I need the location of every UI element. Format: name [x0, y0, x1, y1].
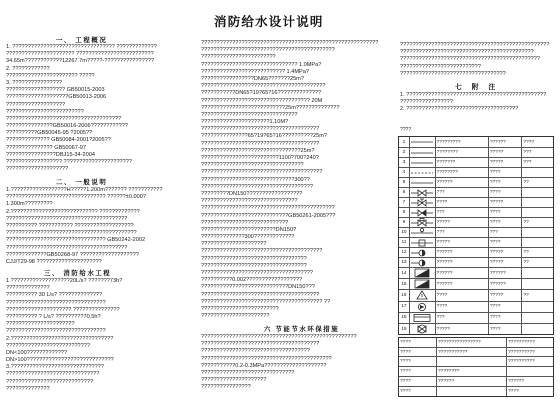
text-line: ???????????DN65?19?65?16??????????????	[201, 90, 322, 97]
legend-name: ???	[435, 188, 488, 197]
title-block-cell: ???????????	[437, 348, 507, 358]
legend-remark: ??	[521, 178, 553, 187]
text-line: ????????????????????????????GB50261-2005???	[201, 212, 336, 219]
text-line: ???????????????????????????????????????????	[400, 49, 534, 56]
text-line: ?????????? ? L/s? ?????????70.5h?	[6, 313, 101, 320]
text-line: ??????????????????????????????????????	[201, 291, 320, 298]
text-line: ??????????????????????????????????	[400, 70, 506, 77]
text-line: ?????????? 30 L/s? ??????????????	[6, 292, 103, 299]
text-line: ??????????????? GB50067-97	[6, 144, 86, 151]
pipe-line-icon	[409, 178, 435, 187]
text-line: 1.??????????????????H?????1.200m??????? ???????????	[6, 187, 163, 193]
legend-label: ????	[400, 127, 412, 133]
text-line: ?????????????????????? ?????????????????????????	[6, 51, 154, 58]
legend-spec: ?????	[488, 290, 522, 300]
legend-number: 5	[402, 180, 406, 185]
text-line: ????????????????????????????????25m?	[201, 147, 315, 154]
legend-name: ???	[435, 228, 488, 237]
legend-name: ????	[435, 198, 488, 207]
text-line: ??????????????????????????????? 1.0MPa?	[201, 61, 322, 68]
legend-spec: ?????	[488, 148, 522, 157]
legend-name: ????????	[435, 168, 488, 177]
text-line: ????????????????	[201, 384, 251, 391]
legend-name: ??????	[435, 178, 488, 187]
text-line: ???????????0.2-0.3MPa????????????????????	[201, 362, 327, 369]
section-heading-fire-water-supply: 三、 消防给水工程	[44, 270, 112, 277]
legend-number: 6	[402, 190, 406, 195]
text-line: ????????????????????????????	[6, 378, 94, 385]
pipe-line-icon	[409, 137, 435, 147]
legend-spec: ????	[488, 313, 522, 323]
fire-water-supply-text	[6, 278, 196, 393]
legend-name: ??????	[435, 248, 488, 257]
text-line: 2.?????????????????????????????????	[6, 335, 114, 342]
title-block-cell: ????	[399, 357, 437, 367]
text-line: ?????????????????????????1100?700?240?	[201, 155, 319, 161]
legend-name: ?????????	[435, 137, 488, 147]
legend-row	[399, 278, 553, 289]
text-line: ????????????????????????	[201, 54, 276, 61]
legend-row	[399, 207, 553, 217]
text-line: ?????????????????DN65???????25m?	[201, 75, 304, 82]
text-line: ???????????????????????????????	[201, 111, 298, 118]
legend-spec: ????	[488, 218, 522, 227]
legend-row	[399, 257, 553, 267]
legend-spec: ????	[488, 208, 522, 217]
legend-remark	[521, 313, 553, 323]
pipe-line-icon	[409, 148, 435, 157]
title-block-cell: ??????	[507, 377, 553, 387]
text-line: ????????????????????????????DN150???	[201, 284, 315, 291]
legend-remark	[521, 268, 553, 278]
legend-name: ??????	[435, 268, 488, 278]
dashed-pipe-icon	[409, 168, 435, 177]
text-line: ???????????????????????????????????	[201, 348, 310, 355]
text-line: ???????????????????????????????? GB50242-2002	[6, 237, 146, 244]
text-line: ??????????????????????????????	[6, 371, 100, 378]
legend-remark: ??	[521, 218, 553, 227]
text-line: 2. ????????????	[6, 65, 50, 72]
legend-name: ??????	[435, 279, 488, 289]
text-line: ???????????????????????????????????????	[201, 169, 323, 176]
signal-valve-icon	[409, 218, 435, 227]
section-heading-energy-water-saving: 六 节能节水环保措施	[264, 326, 340, 333]
text-line: ?????????????????????????????????????	[6, 115, 122, 122]
legend-spec: ???	[488, 228, 522, 237]
right-intro-text	[400, 42, 555, 78]
title-block-cell: ??????????	[507, 348, 553, 358]
legend-remark	[521, 228, 553, 237]
legend-number: 3	[402, 160, 406, 165]
title-block-cell	[437, 387, 507, 397]
legend-row	[399, 157, 553, 167]
legend-spec: ?????	[488, 198, 522, 207]
text-line: ??????????????????????????????????	[201, 262, 307, 269]
text-line: 1.300m?????????	[6, 201, 53, 208]
legend-number: 19	[401, 326, 407, 332]
legend-row	[399, 312, 553, 323]
legend-number: 12	[401, 250, 407, 255]
legend-name: ????	[435, 302, 488, 312]
legend-row	[399, 177, 553, 187]
gate-valve-icon	[409, 188, 435, 197]
legend-name: ???	[435, 313, 488, 323]
text-line: ??????????????????????????????????????????????????	[201, 334, 357, 340]
title-block-cell: ????	[508, 388, 519, 394]
legend-remark	[521, 168, 553, 177]
legend-number: 7	[402, 200, 406, 205]
text-line: ??????????????????????????????300??	[201, 176, 310, 183]
text-line: ??????????????????? GB50015-2003	[6, 87, 105, 94]
legend-remark	[521, 279, 553, 289]
text-line: ????????????????????	[6, 166, 69, 173]
text-line: 2. ????????????????????????????????????	[400, 106, 519, 113]
sprinkler-icon	[409, 248, 435, 257]
legend-number: 14	[401, 270, 407, 276]
legend-table	[398, 136, 554, 335]
legend-remark: ???	[521, 148, 553, 157]
text-line: ???????????????????????????25m??????????????	[201, 104, 340, 111]
butterfly-valve-icon	[409, 198, 435, 207]
title-block-cell	[437, 357, 507, 367]
legend-name: ????????	[435, 148, 488, 157]
legend-name: ????	[435, 290, 488, 300]
pressure-gauge-icon	[409, 228, 435, 237]
text-line: ??????????????????????????????	[201, 369, 295, 376]
text-line: ?????????????????????	[201, 377, 267, 384]
legend-number: 11	[401, 240, 407, 245]
text-line: 3.??????????????????????????????	[6, 364, 104, 371]
legend-row	[399, 147, 553, 157]
text-line: ??????????????????????????????????????????	[6, 230, 137, 237]
text-line: ??????????????????????	[201, 313, 270, 320]
legend-number: 18	[401, 315, 407, 321]
legend-remark: ???	[521, 158, 553, 167]
sprinkler-icon	[409, 258, 435, 267]
text-line: ?????????????? GB50084-2001?2005??	[6, 137, 111, 144]
legend-remark	[521, 198, 553, 207]
text-line: ????????????????????????????????????	[201, 270, 313, 276]
legend-row	[399, 137, 553, 147]
legend-spec: ????	[488, 178, 522, 187]
page-title: 消防给水设计说明	[214, 15, 324, 29]
text-line: ??????????????????????? ?????	[6, 72, 95, 79]
legend-spec: ?????	[488, 258, 522, 267]
text-line: ????????????????????????????????	[6, 328, 106, 335]
text-line: ??????????????????????????????????????	[201, 140, 320, 147]
legend-remark: ??	[521, 258, 553, 267]
notes-text	[400, 92, 555, 114]
legend-number: 13	[401, 260, 407, 265]
legend-row	[399, 247, 553, 257]
text-line: ??????????????300?????????????	[201, 234, 295, 241]
text-line: ??????????????	[6, 385, 50, 392]
extinguisher-icon	[409, 290, 435, 300]
text-line: ??????????0.002??????????????????	[201, 277, 303, 284]
legend-remark	[521, 238, 553, 247]
legend-spec: ????	[488, 238, 522, 247]
text-line: ????????????????DBJ15-34-2004	[6, 151, 95, 158]
text-line: ??????????????????????1.10M?	[201, 119, 289, 126]
legend-number: 8	[402, 210, 406, 215]
title-block-cell: ????	[399, 338, 437, 348]
text-line: ???????????????????????????????? ??????±0.000?	[6, 194, 146, 201]
title-block-cell: ??????????	[507, 338, 553, 348]
legend-remark	[521, 208, 553, 217]
text-line: ???????????????????????????????????????	[6, 215, 128, 222]
text-line: 2.???????????????????????????? ?????????????	[6, 208, 140, 215]
legend-row	[399, 267, 553, 278]
text-line: ?????????????????????????	[201, 305, 279, 312]
legend-spec: ?????	[488, 158, 522, 167]
legend-row	[399, 167, 553, 177]
text-line: ????????????????????????????????????	[201, 183, 313, 190]
pipe-line-icon	[409, 158, 435, 167]
text-line: ??????????????????????????????????????	[201, 126, 320, 133]
legend-remark: ??	[521, 248, 553, 257]
legend-row	[399, 197, 553, 207]
text-line: ???????????????GB50016-2006????????????	[6, 123, 128, 130]
text-line: ????????????????????????DN150?	[201, 226, 297, 233]
legend-name: ?????	[435, 324, 488, 334]
text-line: ??????????????????????????????????????? ??	[201, 298, 331, 305]
legend-spec: ??????	[488, 279, 522, 289]
title-block-cell: ????	[399, 387, 437, 397]
general-notes-text	[6, 187, 196, 266]
text-line: ??????????????????????????????????? 20M	[201, 97, 323, 104]
text-line: ???????????????????	[6, 101, 66, 108]
title-block-cell: ????	[399, 367, 437, 377]
legend-remark	[521, 188, 553, 197]
legend-row	[399, 301, 553, 312]
hydrant-icon	[409, 268, 435, 278]
text-line: ?????????? ??????????? ???????????????????	[6, 222, 134, 229]
flow-switch-icon	[409, 238, 435, 247]
legend-number: 15	[401, 281, 407, 287]
text-line: ?????????????????????????????????????????????????????????	[201, 40, 379, 46]
text-line: ?????????????????????	[201, 241, 267, 248]
title-block-cell: ????	[399, 377, 437, 387]
text-line: 34.65m????????????12267.7m?????-????????????????	[6, 58, 155, 65]
legend-name: ?????	[435, 218, 488, 227]
text-line: ??????????????????????????	[400, 63, 481, 70]
project-overview-text	[6, 44, 196, 173]
check-valve-icon	[409, 208, 435, 217]
hydrant-icon	[409, 279, 435, 289]
section-heading-notes: 七 附 注	[455, 84, 500, 91]
legend-row	[399, 323, 553, 334]
text-line: ?????????????????????????????????	[201, 162, 304, 169]
text-line: ?????????????????????????	[6, 108, 84, 115]
text-line: ???????????????????????????????????????????	[201, 205, 335, 212]
legend-name: ???????	[435, 158, 488, 167]
legend-number: 4	[402, 170, 406, 175]
text-line: ???????????????????????????????	[201, 198, 298, 205]
legend-remark	[521, 302, 553, 312]
legend-spec: ????	[488, 168, 522, 177]
text-line: 1. ????????????????????????????????? ?????????????	[6, 44, 157, 50]
title-block	[398, 337, 554, 397]
title-block-cell: ??????????	[507, 357, 553, 367]
legend-row	[399, 237, 553, 247]
legend-remark: ????	[521, 137, 553, 147]
title-block-cell: ????	[399, 348, 437, 358]
text-line: ????????????????????????????????????????	[201, 83, 326, 90]
legend-spec: ??????	[488, 137, 522, 147]
text-line: ???????????????????????????????????????	[6, 244, 128, 251]
legend-spec: ????	[488, 324, 522, 334]
title-block-cell: ????????????????	[437, 338, 507, 348]
title-block-cell: ????????	[437, 367, 507, 377]
text-line: ????????????????????? ???????????????	[6, 306, 120, 313]
system-description-text	[201, 40, 393, 320]
text-line: ??????????GB50045-95 ?2005??	[6, 130, 93, 137]
text-line: 1.???????????????????20L/s? ???????73h?	[6, 278, 123, 284]
text-line: ???????????????65?19?65?16??????????25m?	[201, 133, 327, 140]
text-line: 1. ?????????????????????????????????????????????	[400, 92, 547, 98]
text-line: ???????????????????????????????????????	[201, 248, 323, 255]
legend-row	[399, 289, 553, 300]
water-tank-icon	[409, 313, 435, 323]
text-line: ?????????????????????????????????????????????	[400, 56, 540, 63]
legend-spec: ??????	[488, 268, 522, 278]
legend-spec: ????	[488, 188, 522, 197]
legend-spec: ????	[488, 302, 522, 312]
title-block-cell: ??????	[437, 377, 507, 387]
text-line: ?????????DN150??????????????????	[201, 190, 303, 197]
legend-row	[399, 227, 553, 237]
text-line: DN>100????????????????????????????	[6, 357, 114, 364]
legend-name: ??????	[435, 258, 488, 267]
legend-name: ?????	[435, 238, 488, 247]
legend-number: 17	[401, 304, 407, 310]
text-line: DN<100?????????????	[6, 349, 68, 356]
legend-spec: ?????	[488, 248, 522, 257]
legend-number: 9	[402, 220, 406, 225]
text-line: 3. ????????????????	[6, 79, 62, 86]
title-block-cell	[507, 367, 553, 377]
text-line: ????????????????????????????	[201, 219, 289, 226]
text-line: ??????????????????????????????????	[201, 255, 307, 262]
section-heading-project-overview: 一、 工程概况	[56, 37, 108, 44]
text-line: ???????????????????????????	[6, 342, 90, 349]
text-line: ??????????????????????????????????????	[201, 341, 320, 348]
energy-water-saving-text	[201, 334, 393, 392]
text-line: ??????????????????????????????????????????	[201, 355, 332, 362]
text-line: ?????????????????	[400, 99, 453, 106]
legend-row	[399, 187, 553, 197]
text-line: ?????????????GB50268-97 ???????????????????	[6, 251, 139, 258]
text-line: ??????????????????????????? 1.4MPa?	[201, 68, 309, 75]
text-line: ????????????????????????????????????????????????	[400, 42, 550, 48]
pump-icon	[409, 302, 435, 312]
legend-number: 16	[401, 292, 407, 298]
legend-row	[399, 217, 553, 227]
text-line: ??????????????????????	[6, 321, 75, 328]
text-line: ????????????????????GB50013-2006	[6, 94, 107, 101]
text-line: ???????????????????????????????????????????	[201, 47, 335, 54]
legend-name: ???	[435, 208, 488, 217]
legend-number: 1	[402, 139, 406, 145]
section-heading-general-notes: 二、 一般说明	[56, 179, 108, 186]
text-line: ?????????????????? ??????????????????????	[6, 159, 132, 165]
text-line: ????????????????????????????????	[6, 299, 106, 306]
text-line: ??????????????	[6, 285, 50, 292]
legend-number: 10	[401, 230, 407, 235]
legend-remark	[521, 324, 553, 334]
legend-number: 2	[402, 150, 406, 155]
legend-remark: ??	[521, 290, 553, 300]
text-line: CJJ/T29-98 ?????????????????????	[6, 258, 102, 265]
alarm-valve-icon	[409, 324, 435, 334]
